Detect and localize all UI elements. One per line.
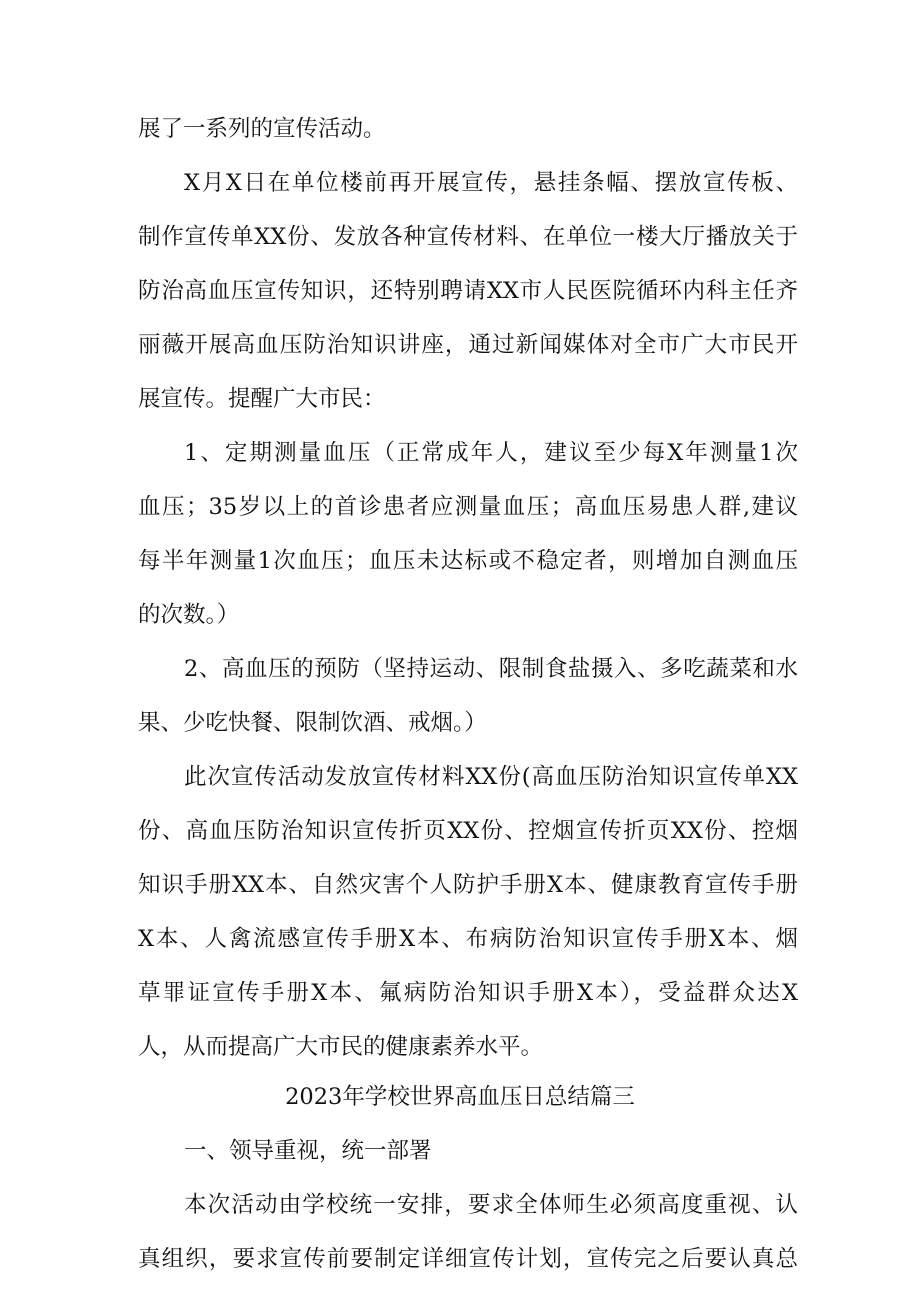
paragraph-line: X月X日在单位楼前再开展宣传，悬挂条幅、摆放宣传板、 xyxy=(184,170,798,196)
paragraph-line: 展宣传。提醒广大市民： xyxy=(138,386,386,412)
paragraph-line: 份、高血压防治知识宣传折页XX份、控烟宣传折页XX份、控烟 xyxy=(138,818,798,844)
paragraph-line: 此次宣传活动发放宣传材料XX份(高血压防治知识宣传单XX xyxy=(184,764,798,790)
list-item-line: 血压；35岁以上的首诊患者应测量血压；高血压易患人群,建议 xyxy=(138,494,798,520)
section-title: 2023年学校世界高血压日总结篇三 xyxy=(285,1084,635,1110)
list-item-line: 2、高血压的预防（坚持运动、限制食盐摄入、多吃蔬菜和水 xyxy=(184,656,798,682)
list-item-line: 的次数。） xyxy=(138,602,240,628)
paragraph-line: 制作宣传单XX份、发放各种宣传材料、在单位一楼大厅播放关于 xyxy=(138,224,798,250)
paragraph-line: 草罪证宣传手册X本、氟病防治知识手册X本），受益群众达X xyxy=(138,980,798,1006)
paragraph-line: 人，从而提高广大市民的健康素养水平。 xyxy=(138,1034,544,1060)
paragraph-line: 本次活动由学校统一安排，要求全体师生必须高度重视、认 xyxy=(184,1192,798,1218)
paragraph-line: 丽薇开展高血压防治知识讲座，通过新闻媒体对全市广大市民开 xyxy=(138,332,798,358)
paragraph-line: X本、人禽流感宣传手册X本、布病防治知识宣传手册X本、烟 xyxy=(138,926,798,952)
list-item-line: 1、定期测量血压（正常成年人，建议至少每X年测量1次 xyxy=(184,440,798,466)
section-heading: 一、领导重视，统一部署 xyxy=(184,1138,432,1164)
list-item-line: 果、少吃快餐、限制饮酒、戒烟。） xyxy=(138,710,487,736)
paragraph-line: 真组织，要求宣传前要制定详细宣传计划，宣传完之后要认真总 xyxy=(138,1246,798,1272)
paragraph-line: 防治高血压宣传知识，还特别聘请XX市人民医院循环内科主任齐 xyxy=(138,278,798,304)
list-item-line: 每半年测量1次血压；血压未达标或不稳定者，则增加自测血压 xyxy=(138,548,798,574)
paragraph-line: 展了一系列的宣传活动。 xyxy=(138,116,386,142)
paragraph-line: 知识手册XX本、自然灾害个人防护手册X本、健康教育宣传手册 xyxy=(138,872,798,898)
